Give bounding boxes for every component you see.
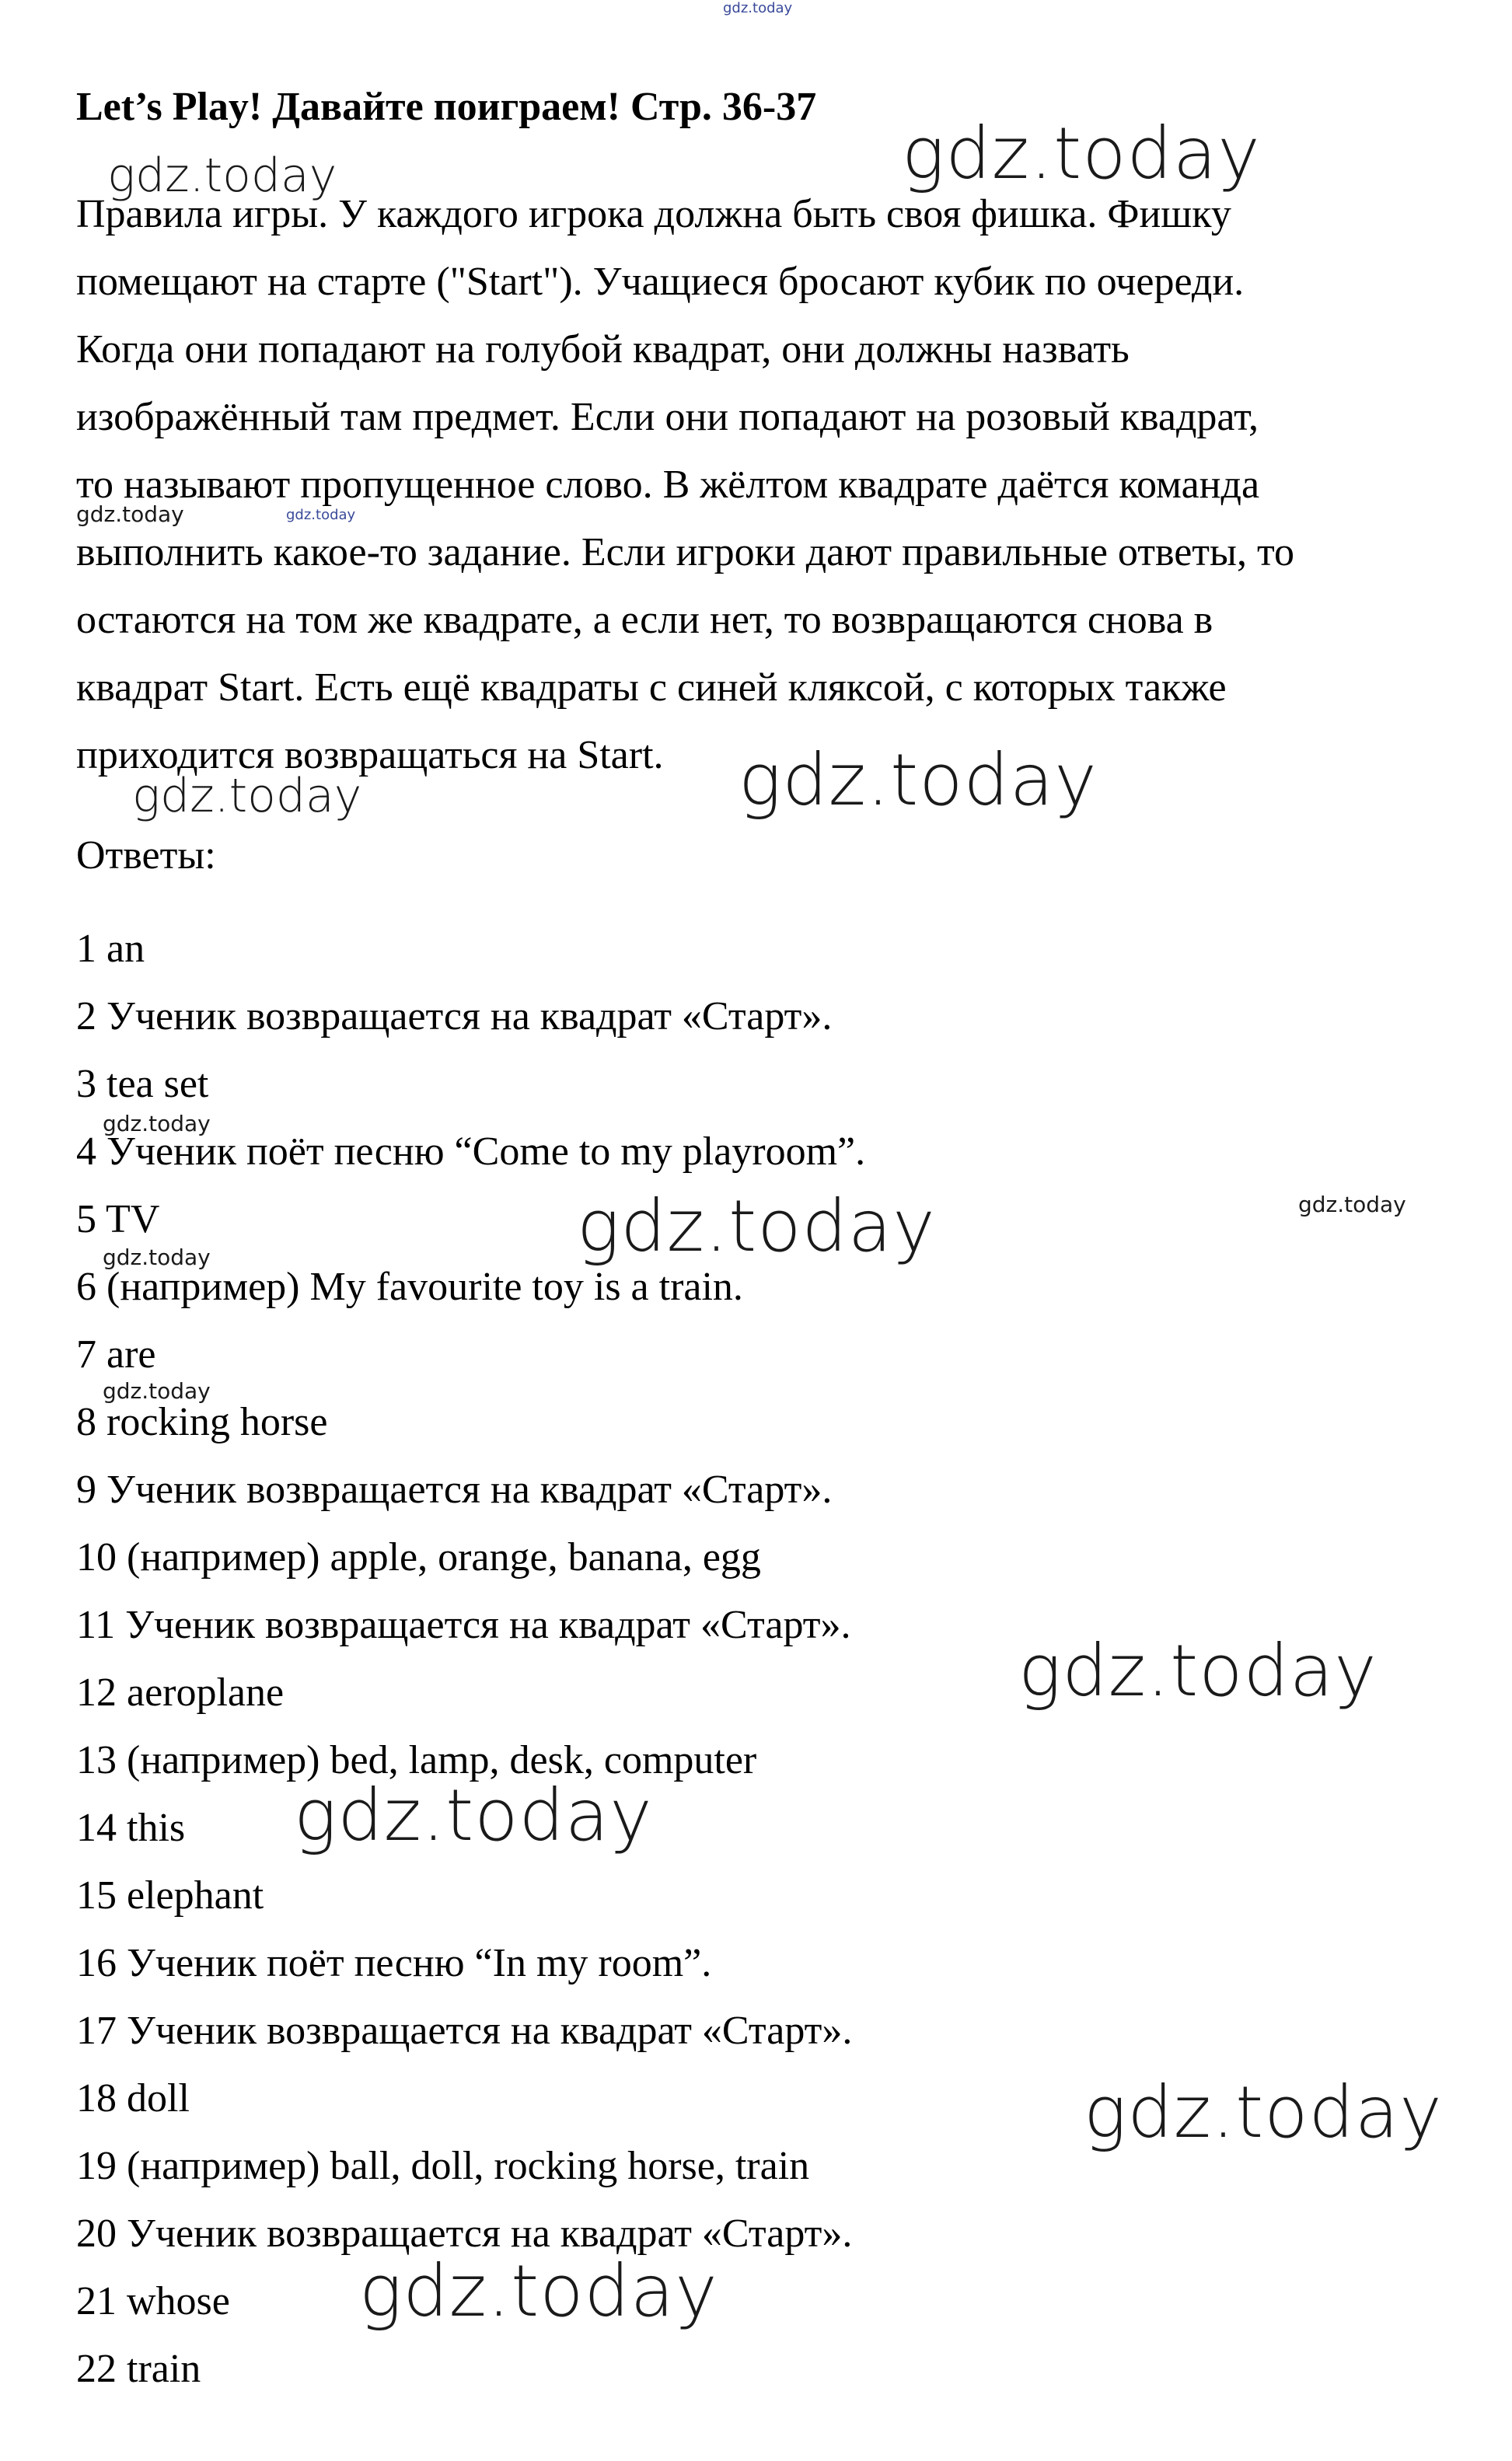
answer-item: 18 doll bbox=[76, 2076, 190, 2121]
answer-item: 8 rocking horse bbox=[76, 1400, 328, 1444]
answer-item: 7 are bbox=[76, 1332, 156, 1377]
watermark: gdz.today bbox=[1018, 1629, 1378, 1712]
watermark: gdz.today bbox=[107, 148, 337, 203]
rules-line: выполнить какое-то задание. Если игроки дают правильные ответы, то bbox=[76, 530, 1294, 574]
watermark: gdz.today bbox=[103, 1378, 211, 1404]
watermark: gdz.today bbox=[1298, 1192, 1406, 1217]
watermark: gdz.today bbox=[902, 112, 1261, 195]
answer-item: 13 (например) bed, lamp, desk, computer bbox=[76, 1738, 757, 1782]
answer-item: 11 Ученик возвращается на квадрат «Старт». bbox=[76, 1603, 851, 1647]
answer-item: 19 (например) ball, doll, rocking horse, train bbox=[76, 2144, 810, 2188]
watermark: gdz.today bbox=[286, 507, 356, 523]
watermark: gdz.today bbox=[132, 769, 362, 823]
answer-item: 4 Ученик поёт песню “Come to my playroom”. bbox=[76, 1129, 866, 1174]
rules-line: Правила игры. У каждого игрока должна быть своя фишка. Фишку bbox=[76, 192, 1231, 236]
watermark: gdz.today bbox=[103, 1244, 211, 1270]
answer-item: 10 (например) apple, orange, banana, egg bbox=[76, 1535, 761, 1580]
answer-item: 21 whose bbox=[76, 2279, 230, 2323]
watermark: gdz.today bbox=[577, 1185, 936, 1268]
answer-item: 14 this bbox=[76, 1806, 186, 1850]
rules-line: изображённый там предмет. Если они попадают на розовый квадрат, bbox=[76, 395, 1259, 439]
watermark: gdz.today bbox=[1084, 2071, 1443, 2154]
answer-item: 17 Ученик возвращается на квадрат «Старт». bbox=[76, 2009, 853, 2053]
rules-line: то называют пропущенное слово. В жёлтом квадрате даётся команда bbox=[76, 463, 1260, 507]
page-title: Let’s Play! Давайте поиграем! Стр. 36-37 bbox=[76, 85, 817, 129]
answer-item: 9 Ученик возвращается на квадрат «Старт». bbox=[76, 1468, 833, 1512]
answer-item: 1 an bbox=[76, 927, 145, 971]
answer-item: 12 aeroplane bbox=[76, 1670, 285, 1715]
rules-line: приходится возвращаться на Start. bbox=[76, 733, 664, 777]
watermark: gdz.today bbox=[76, 501, 184, 527]
answer-item: 3 tea set bbox=[76, 1062, 209, 1106]
rules-line: Когда они попадают на голубой квадрат, они должны назвать bbox=[76, 327, 1130, 372]
watermark: gdz.today bbox=[359, 2250, 718, 2333]
answer-item: 15 elephant bbox=[76, 1873, 264, 1918]
answer-item: 20 Ученик возвращается на квадрат «Старт». bbox=[76, 2211, 853, 2256]
watermark: gdz.today bbox=[103, 1111, 211, 1136]
watermark: gdz.today bbox=[739, 738, 1098, 822]
answer-item: 16 Ученик поёт песню “In my room”. bbox=[76, 1941, 712, 1985]
rules-line: помещают на старте ("Start"). Учащиеся бросают кубик по очереди. bbox=[76, 260, 1245, 304]
rules-line: остаются на том же квадрате, а если нет, то возвращаются снова в bbox=[76, 598, 1213, 642]
answer-item: 2 Ученик возвращается на квадрат «Старт». bbox=[76, 994, 833, 1039]
answers-label: Ответы: bbox=[76, 833, 216, 878]
watermark: gdz.today bbox=[294, 1774, 653, 1857]
rules-line: квадрат Start. Есть ещё квадраты с синей кляксой, с которых также bbox=[76, 665, 1227, 710]
answer-item: 6 (например) My favourite toy is a train. bbox=[76, 1265, 743, 1309]
answer-item: 5 TV bbox=[76, 1197, 160, 1241]
watermark: gdz.today bbox=[723, 0, 793, 16]
answer-item: 22 train bbox=[76, 2347, 201, 2391]
